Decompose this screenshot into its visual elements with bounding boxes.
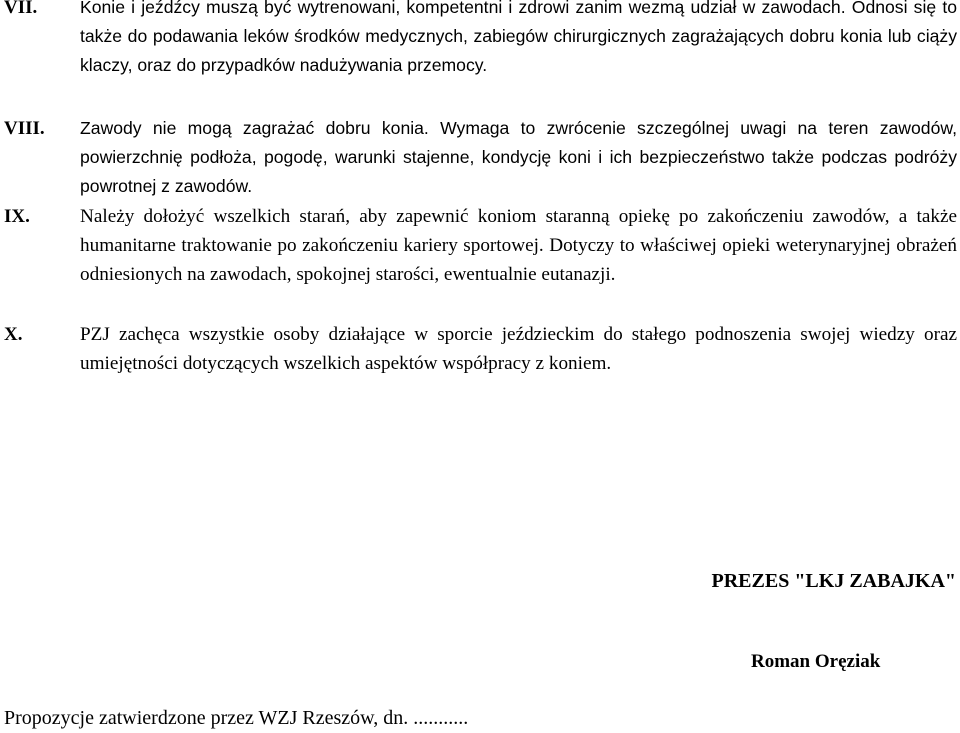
rule-text: PZJ zachęca wszystkie osoby działające w sporcie jeździeckim do stałego podnoszenia swojej wiedzy oraz umiejętności dotyczących wszelkich aspektów współpracy z koniem. [80, 324, 957, 374]
rule-number: VIII. [4, 118, 45, 139]
rule-text: Zawody nie mogą zagrażać dobru konia. Wymaga to zwrócenie szczególnej uwagi na teren zawodów, powierzchnię podłoża, pogodę, warunki stajenne, kondycję koni i ich bezpieczeństwo także podczas podróży powrotnej z zawodów. [80, 118, 957, 196]
rule-text: Należy dołożyć wszelkich starań, aby zapewnić koniom staranną opiekę po zakończeniu zawodów, a także humanitarne traktowanie po zakończeniu kariery sportowej. Dotyczy to właściwej opieki weterynaryjnej obrażeń odniesionych na zawodach, spokojnej starości, ewentualnie eutanazji. [80, 206, 957, 285]
rule-number: VII. [4, 0, 38, 18]
approval-footer: Propozycje zatwierdzone przez WZJ Rzeszów, dn. ........... [4, 707, 469, 729]
rule-text: Konie i jeźdźcy muszą być wytrenowani, kompetentni i zdrowi zanim wezmą udział w zawodach. Odnosi się to także do podawania leków środków medycznych, zabiegów chirurgicznych zagrażających dobru konia lub ciąży klaczy, oraz do przypadków nadużywania przemocy. [80, 0, 957, 75]
signature-name: Roman Oręziak [751, 651, 881, 672]
rule-number: IX. [4, 206, 30, 227]
rule-number: X. [4, 324, 23, 345]
signature-title: PREZES "LKJ ZABAJKA" [711, 570, 956, 592]
